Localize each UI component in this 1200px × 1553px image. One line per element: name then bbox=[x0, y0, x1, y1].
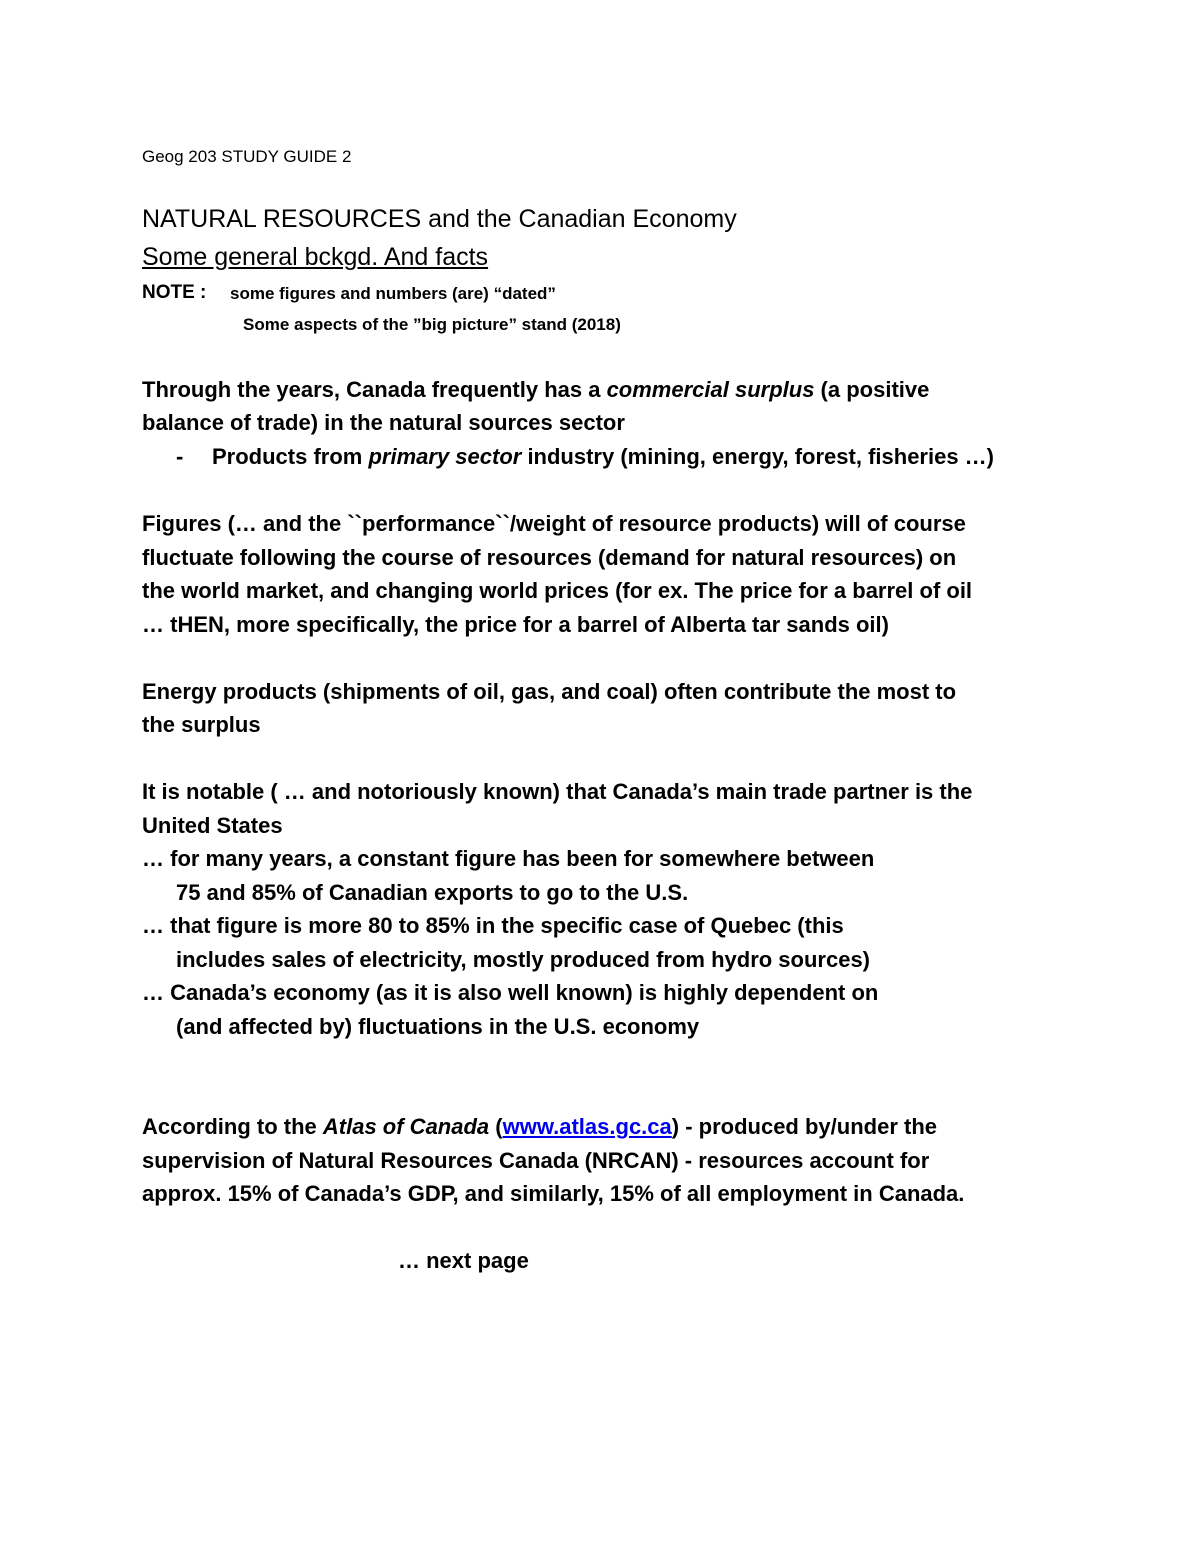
surplus-line-1-em: commercial surplus bbox=[606, 377, 815, 402]
surplus-line-1-b: (a positive bbox=[814, 377, 930, 402]
atlas-line-1 bbox=[142, 1116, 937, 1138]
note-line-1: some figures and numbers (are) “dated” bbox=[230, 284, 556, 303]
surplus-line-1 bbox=[142, 379, 929, 401]
surplus-line-2: balance of trade) in the natural sources sector bbox=[142, 410, 625, 435]
atlas-line-1-b: ( bbox=[489, 1114, 503, 1139]
atlas-line-1-c: ) - produced by/under the bbox=[671, 1114, 937, 1139]
figures-line-2: fluctuate following the course of resources (demand for natural resources) on bbox=[142, 545, 957, 570]
surplus-line-1-a: Through the years, Canada frequently has a bbox=[142, 377, 607, 402]
surplus-bullet bbox=[212, 446, 994, 468]
surplus-bullet-a: Products from bbox=[212, 444, 369, 469]
surplus-bullet-b: industry (mining, energy, forest, fisheries …) bbox=[521, 444, 995, 469]
atlas-line-3: approx. 15% of Canada’s GDP, and similarly, 15% of all employment in Canada. bbox=[142, 1181, 965, 1206]
trade-line-2: United States bbox=[142, 813, 283, 838]
next-page-note: … next page bbox=[398, 1248, 529, 1273]
trade-point-1-line-1: … for many years, a constant figure has been for somewhere between bbox=[142, 846, 875, 871]
trade-point-3-line-2: (and affected by) fluctuations in the U.S. economy bbox=[176, 1014, 700, 1039]
trade-point-1-line-2: 75 and 85% of Canadian exports to go to the U.S. bbox=[176, 880, 689, 905]
trade-point-3-line-1: … Canada’s economy (as it is also well known) is highly dependent on bbox=[142, 980, 879, 1005]
atlas-line-1-a: According to the bbox=[142, 1114, 323, 1139]
course-line: Geog 203 STUDY GUIDE 2 bbox=[142, 147, 352, 166]
energy-line-2: the surplus bbox=[142, 712, 261, 737]
figures-line-3: the world market, and changing world prices (for ex. The price for a barrel of oil bbox=[142, 578, 973, 603]
trade-point-2-line-2: includes sales of electricity, mostly produced from hydro sources) bbox=[176, 947, 871, 972]
surplus-bullet-em: primary sector bbox=[368, 444, 522, 469]
page-subtitle: Some general bckgd. And facts bbox=[142, 243, 489, 271]
trade-line-1: It is notable ( … and notoriously known) that Canada’s main trade partner is the bbox=[142, 779, 973, 804]
note-label: NOTE : bbox=[142, 282, 207, 303]
figures-line-4: … tHEN, more specifically, the price for a barrel of Alberta tar sands oil) bbox=[142, 612, 889, 637]
atlas-link[interactable]: www.atlas.gc.ca bbox=[502, 1114, 672, 1139]
page-title: NATURAL RESOURCES and the Canadian Economy bbox=[142, 205, 737, 233]
atlas-line-2: supervision of Natural Resources Canada (NRCAN) - resources account for bbox=[142, 1148, 930, 1173]
energy-line-1: Energy products (shipments of oil, gas, and coal) often contribute the most to bbox=[142, 679, 957, 704]
figures-line-1: Figures (… and the ``performance``/weight of resource products) will of course bbox=[142, 511, 966, 536]
note-line-2: Some aspects of the ”big picture” stand (2018) bbox=[243, 315, 621, 334]
trade-point-2-line-1: … that figure is more 80 to 85% in the specific case of Quebec (this bbox=[142, 913, 844, 938]
surplus-bullet-dash: - bbox=[176, 444, 184, 469]
atlas-title-em: Atlas of Canada bbox=[322, 1114, 490, 1139]
